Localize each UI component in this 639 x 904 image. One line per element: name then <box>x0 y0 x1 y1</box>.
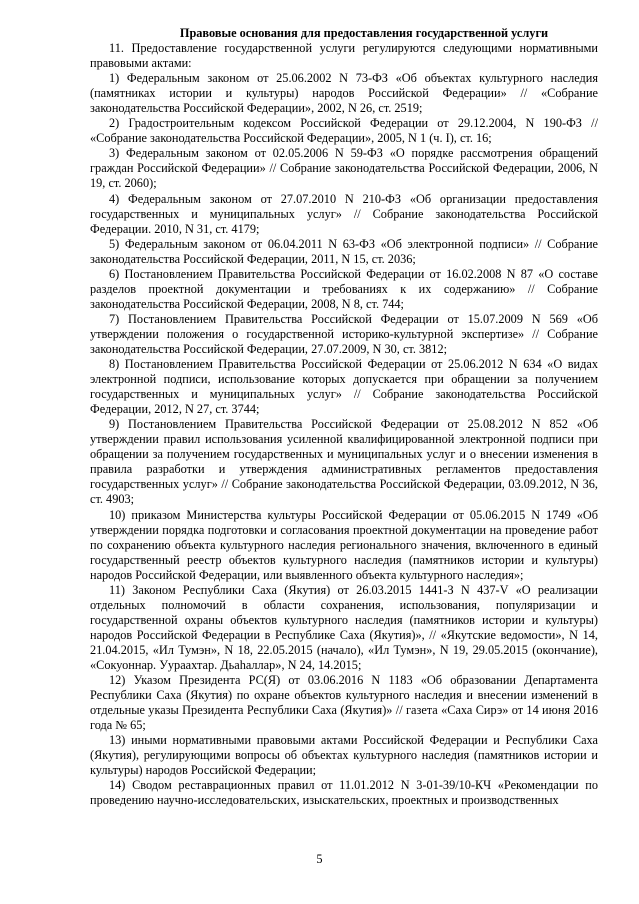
list-item-2: 2) Градостроительным кодексом Российской Федерации от 29.12.2004, N 190-ФЗ // «Собрание законодательства Российской Федерации», 2005, N 1 (ч. I), ст. 16; <box>90 116 598 146</box>
list-item-10: 10) приказом Министерства культуры Российской Федерации от 05.06.2015 N 1749 «Об утверждении порядка подготовки и согласования проектной документации на проведение работ по сохранению объекта культурного наследия регионального значения, включенного в единый государственный реестр объектов культурного наследия (памятников истории и культуры) народов Российской Федерации, или выявленного объекта культурного наследия»; <box>90 507 598 582</box>
list-item-14: 14) Сводом реставрационных правил от 11.01.2012 N 3-01-39/10-КЧ «Рекомендации по проведению научно-исследовательских, изыскательских, проектных и производственных <box>90 778 598 808</box>
list-item-9: 9) Постановлением Правительства Российской Федерации от 25.08.2012 N 852 «Об утверждении правил использования усиленной квалифицированной электронной подписи при обращении за получением государственных и муниципальных услуг и о внесении изменения в правила разработки и утверждения административных регламентов предоставления государственных услуг» // Собрание законодательства Российской Федерации, 03.09.2012, N 36, ст. 4903; <box>90 417 598 507</box>
document-body <box>90 26 598 808</box>
list-item-3: 3) Федеральным законом от 02.05.2006 N 59-ФЗ «О порядке рассмотрения обращений граждан Российской Федерации» // Собрание законодательства Российской Федерации, 2006, N 19, ст. 2060); <box>90 146 598 191</box>
paragraph-intro: 11. Предоставление государственной услуги регулируются следующими нормативными правовыми актами: <box>90 41 598 71</box>
list-item-1: 1) Федеральным законом от 25.06.2002 N 73-ФЗ «Об объектах культурного наследия (памятниках истории и культуры) народов Российской Федерации» // «Собрание законодательства Российской Федерации», 2002, N 26, ст. 2519; <box>90 71 598 116</box>
list-item-4: 4) Федеральным законом от 27.07.2010 N 210-ФЗ «Об организации предоставления государственных и муниципальных услуг» // Собрание законодательства Российской Федерации. 2010, N 31, ст. 4179; <box>90 191 598 236</box>
list-item-11: 11) Законом Республики Саха (Якутия) от 26.03.2015 1441-З N 437-V «О реализации отдельных полномочий в области сохранения, использования, популяризации и государственной охраны объектов культурного наследия (памятников истории и культуры) народов Российской Федерации в Республике Саха (Якутия)», // «Якутские ведомости», N 14, 21.04.2015, «Ил Тумэн», N 18, 22.05.2015 (начало), «Ил Тумэн», N 19, 29.05.2015 (окончание), «Сокуоннар. Уураахтар. Дьаһаллар», N 24, 14.2015; <box>90 582 598 672</box>
section-heading: Правовые основания для предоставления государственной услуги <box>179 26 549 40</box>
list-item-6: 6) Постановлением Правительства Российской Федерации от 16.02.2008 N 87 «О составе разделов проектной документации и требованиях к их содержанию» // Собрание законодательства Российской Федерации, 2008, N 8, ст. 744; <box>90 266 598 311</box>
list-item-7: 7) Постановлением Правительства Российской Федерации от 15.07.2009 N 569 «Об утверждении положения о государственной историко-культурной экспертизе» // Собрание законодательства Российской Федерации, 27.07.2009, N 30, ст. 3812; <box>90 311 598 356</box>
list-item-12: 12) Указом Президента РС(Я) от 03.06.2016 N 1183 «Об образовании Департамента Республики Саха (Якутия) по охране объектов культурного наследия и внесении изменений в отдельные указы Президента Республики Саха (Якутия)» // газета «Саха Сирэ» от 14 июня 2016 года № 65; <box>90 673 598 733</box>
list-item-5: 5) Федеральным законом от 06.04.2011 N 63-ФЗ «Об электронной подписи» // Собрание законодательства Российской Федерации, 2011, N 15, ст. 2036; <box>90 236 598 266</box>
list-item-13: 13) иными нормативными правовыми актами Российской Федерации и Республики Саха (Якутия), регулирующими вопросы об объектах культурного наследия (памятников истории и культуры) народов Российской Федерации; <box>90 733 598 778</box>
page-number: 5 <box>316 852 323 866</box>
list-item-8: 8) Постановлением Правительства Российской Федерации от 25.06.2012 N 634 «О видах электронной подписи, использование которых допускается при обращении за получением государственных и муниципальных услуг» // Собрание законодательства Российской Федерации, 2012, N 27, ст. 3744; <box>90 357 598 417</box>
